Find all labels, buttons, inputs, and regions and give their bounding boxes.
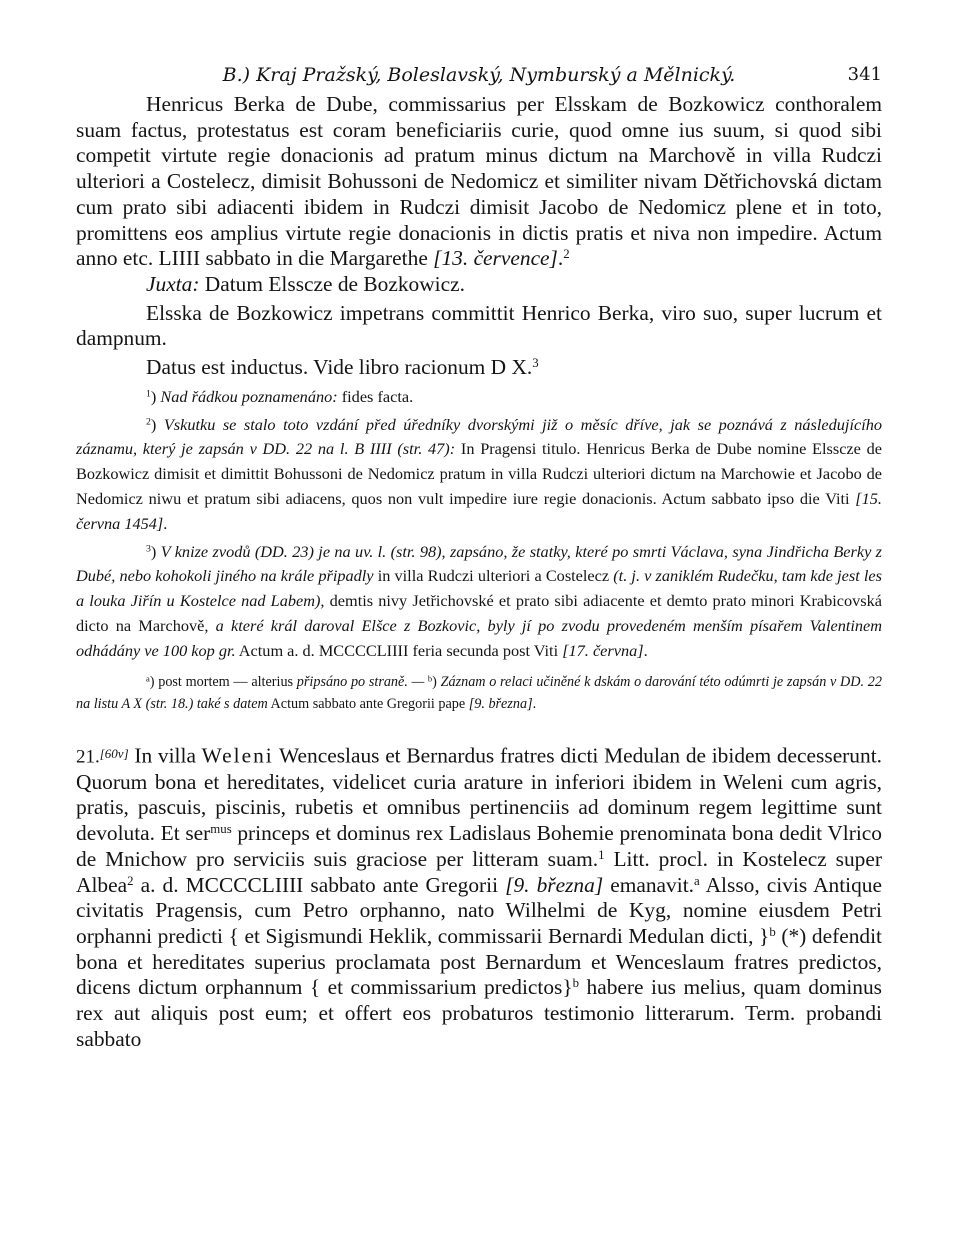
- entry-text: Litt. procl. in Kostelecz super Albea: [76, 846, 882, 897]
- date-bracket: [13. července]: [433, 246, 558, 271]
- paragraph-datus: [76, 355, 882, 381]
- date-bracket: [9. března]: [505, 872, 604, 897]
- entry-text: Wenceslaus et Bernardus fratres dicti Medulan de ibidem decesserunt. Quorum bona et hereditates, videlicet curia arature in inferiori ibidem in Weleni cum agris, pratis, pascuis, piscinis, rubetis et omnibus pertinenciis ad dominum regem legittime sunt devoluta. Et ser: [76, 743, 882, 846]
- entry-text: In villa: [134, 743, 202, 768]
- footnote-text: Actum a. d. MCCCCLIIII feria secunda post Viti: [235, 640, 563, 660]
- footnote-ref: 2: [563, 247, 570, 262]
- apparatus-text: post mortem — alterius: [154, 673, 297, 690]
- footnote-text: In Pragensi titulo. Henricus Berka de Dube nomine Elsscze de Bozkowicz dimisit et dimittit Bohussoni de Nedomicz pratum in villa Rudczi ulteriori dictum na Marchowie et Jacobo de Nedomicz niwu et pratum sibi adiacens, quos non vult impedire iure regie donacionis. Actum sabbato ipso die Viti: [76, 439, 882, 508]
- footnote-marker: 2: [146, 416, 151, 428]
- apparatus-ref: b: [572, 976, 580, 991]
- apparatus-italic: připsáno po straně. —: [296, 673, 425, 690]
- folio-ref: [60v]: [99, 745, 129, 761]
- apparatus-italic: Záznam o relaci učiněné k dskám o darování této odúmrti je zapsán v DD. 22 na listu A X (str. 18.) také s datem: [76, 673, 882, 712]
- entry-paragraph: [76, 741, 882, 1053]
- apparatus-ref: b: [769, 924, 776, 939]
- entry-21: [76, 741, 882, 1053]
- punctuation: .: [643, 640, 648, 660]
- apparatus-text: Actum sabbato ante Gregorii pape: [267, 695, 469, 712]
- punctuation: .: [163, 513, 168, 533]
- juxta-label: Juxta:: [146, 271, 200, 296]
- entry-text: a. d. MCCCCLIIII sabbato ante Gregorii: [133, 872, 506, 897]
- punctuation: .: [532, 695, 537, 712]
- punctuation: .: [557, 246, 564, 271]
- footnote-marker: 1: [146, 388, 151, 400]
- footnote-italic: V knize zvodů (DD. 23) je na uv. l. (str. 98), zapsáno, že statky, které po smrti Václava, syna Jindřicha Berky z Dubé, nebo kohokoli jiného na krále připadly: [76, 541, 882, 586]
- footnote-3: $^3$) V knize zvodů (DD. 23) je na uv. l. (str. 98), zapsáno, že statky, které po smrti Václava, syna Jindřicha Berky z Dubé, nebo kohokoli jiného na krále připadly in villa Rudczi ulteriori a Costelecz (t. j. v zaniklém Rudečku, tam kde jest les a louka Jiřín u Kostelce nad Labem), demtis nivy Jetřichovské et prato sibi adiacente et demto prato minori Krabicovská dicto na Marchově, a které král daroval Elšce z Bozkovic, byly jí po zvodu provedeném menším písařem Valentinem odhádány ve 100 kop gr. Actum a. d. MCCCCLIIII feria secunda post Viti [17. června].: [76, 541, 883, 660]
- footnote-ref: 1: [598, 847, 605, 862]
- footnote-ref: 3: [532, 355, 539, 370]
- footnotes: [76, 385, 882, 664]
- critical-apparatus: [76, 671, 882, 715]
- paragraph-henricus: [76, 92, 882, 272]
- footnote-italic: (t. j. v zaniklém Rudečku, tam kde jest les a louka Jiřín u Kostelce nad Labem),: [76, 566, 882, 611]
- running-header: [76, 58, 882, 92]
- page-number: 341: [847, 64, 882, 85]
- main-text: [76, 92, 882, 381]
- footnote-ref: 2: [127, 873, 134, 888]
- footnote-text: in villa Rudczi ulteriori a Costelecz: [373, 566, 614, 586]
- footnote-text: demtis nivy Jetřichovské et prato sibi adiacente et demto prato minori Krabicovská dicto na Marchově,: [76, 591, 883, 635]
- paragraph-text: Datum Elsscze de Bozkowicz.: [199, 271, 465, 296]
- apparatus-note: $^a$) post mortem — alterius připsáno po straně. — $^b$) Záznam o relaci učiněné k dskám o darování této odúmrti je zapsán v DD. 22 na listu A X (str. 18.) také s datem Actum sabbato ante Gregorii pape [9. března].: [76, 672, 882, 712]
- footnote-1: $^1$) Nad řádkou poznamenáno: fides facta.: [146, 386, 414, 406]
- place-name: Weleni: [201, 743, 274, 768]
- apparatus-marker: a: [146, 672, 150, 683]
- apparatus-marker: b: [427, 672, 433, 683]
- footnote-italic: a které král daroval Elšce z Bozkovic, byly jí po zvodu provedeném menším písařem Valentinem odhádány ve 100 kop gr.: [76, 615, 883, 660]
- footnote-italic: Vskutku se stalo toto vzdání před úředníky dvorskými již o měsíc dříve, jak se poznává z následujícího záznamu, který je zapsán v DD. 22 na l. B IIII (str. 47):: [76, 414, 882, 459]
- paragraph-elsska: [76, 301, 882, 352]
- footnote-italic: Nad řádkou poznamenáno:: [160, 386, 338, 406]
- paragraph-text: Datus est inductus. Vide libro racionum D X.: [146, 355, 533, 380]
- entry-text: princeps et dominus rex Ladislaus Bohemie prenominata bona dedit Vlrico de Mnichow pro serviciis suis graciose per litteram suam.: [76, 821, 882, 871]
- footnote-text: fides facta.: [337, 386, 414, 406]
- footnote-2: $^2$) Vskutku se stalo toto vzdání před úředníky dvorskými již o měsíc dříve, jak se poznává z následujícího záznamu, který je zapsán v DD. 22 na l. B IIII (str. 47): In Pragensi titulo. Henricus Berka de Dube nomine Elsscze de Bozkowicz dimisit et dimittit Bohussoni de Nedomicz pratum in villa Rudczi ulteriori dictum na Marchowie et Jacobo de Nedomicz niwu et pratum sibi adiacens, quos non vult impedire iure regie donacionis. Actum sabbato ipso die Viti [15. června 1454].: [76, 414, 882, 533]
- entry-text: habere ius melius, quam dominus rex aut aliquis post eum; et offert eos probaturos testimonio litterarum. Term. probandi sabbato: [76, 975, 882, 1051]
- apparatus-ref: a: [693, 873, 700, 888]
- paragraph-text: Elsska de Bozkowicz impetrans committit Henrico Berka, viro suo, super lucrum et dampnum.: [76, 300, 882, 351]
- footnote-marker: 3: [146, 543, 151, 555]
- entry-text: (*) defendit bona et hereditates superius proclamata post Bernardum et Wenceslaum fratres predictos, dicens dictum orphannum { et commissarium predictos}: [76, 923, 882, 1000]
- paragraph-text: Henricus Berka de Dube, commissarius per Elsskam de Bozkowicz conthoralem suam factus, protestatus est coram beneficiariis curie, quod omne ius suum, si quod sibi competit virtute regie donacionis ad pratum minus dictum na Marchově in villa Rudczi ulteriori a Costelecz, dimisit Bohussoni de Nedomicz et similiter nivam Dětřichovská dictam cum prato sibi adiacenti ibidem in Rudczi dimisit Jacobo de Nedomicz plene et in toto, promittens eos amplius virtute regie donacionis in dictis pratis et niva non impedire. Actum anno etc. LIIII sabbato in die Margarethe: [76, 92, 882, 271]
- date-bracket: [15. června 1454]: [76, 488, 882, 533]
- date-bracket: [9. března]: [468, 695, 533, 712]
- running-title: B.) Kraj Pražský, Boleslavský, Nymburský a Mělnický.: [222, 64, 736, 86]
- entry-text: emanavit.: [603, 872, 694, 897]
- entry-text: Alsso, civis Antique civitatis Pragensis, cum Petro orphanno, nato Wilhelmi de Kyg, nomine eiusdem Petri orphanni predicti { et Sigismundi Heklik, commissarii Bernardi Medulan dicti, }: [76, 872, 882, 948]
- entry-number: 21.: [76, 746, 100, 768]
- date-bracket: [17. června]: [562, 640, 644, 660]
- abbrev-sup: mus: [210, 822, 232, 837]
- paragraph-juxta: [76, 272, 882, 298]
